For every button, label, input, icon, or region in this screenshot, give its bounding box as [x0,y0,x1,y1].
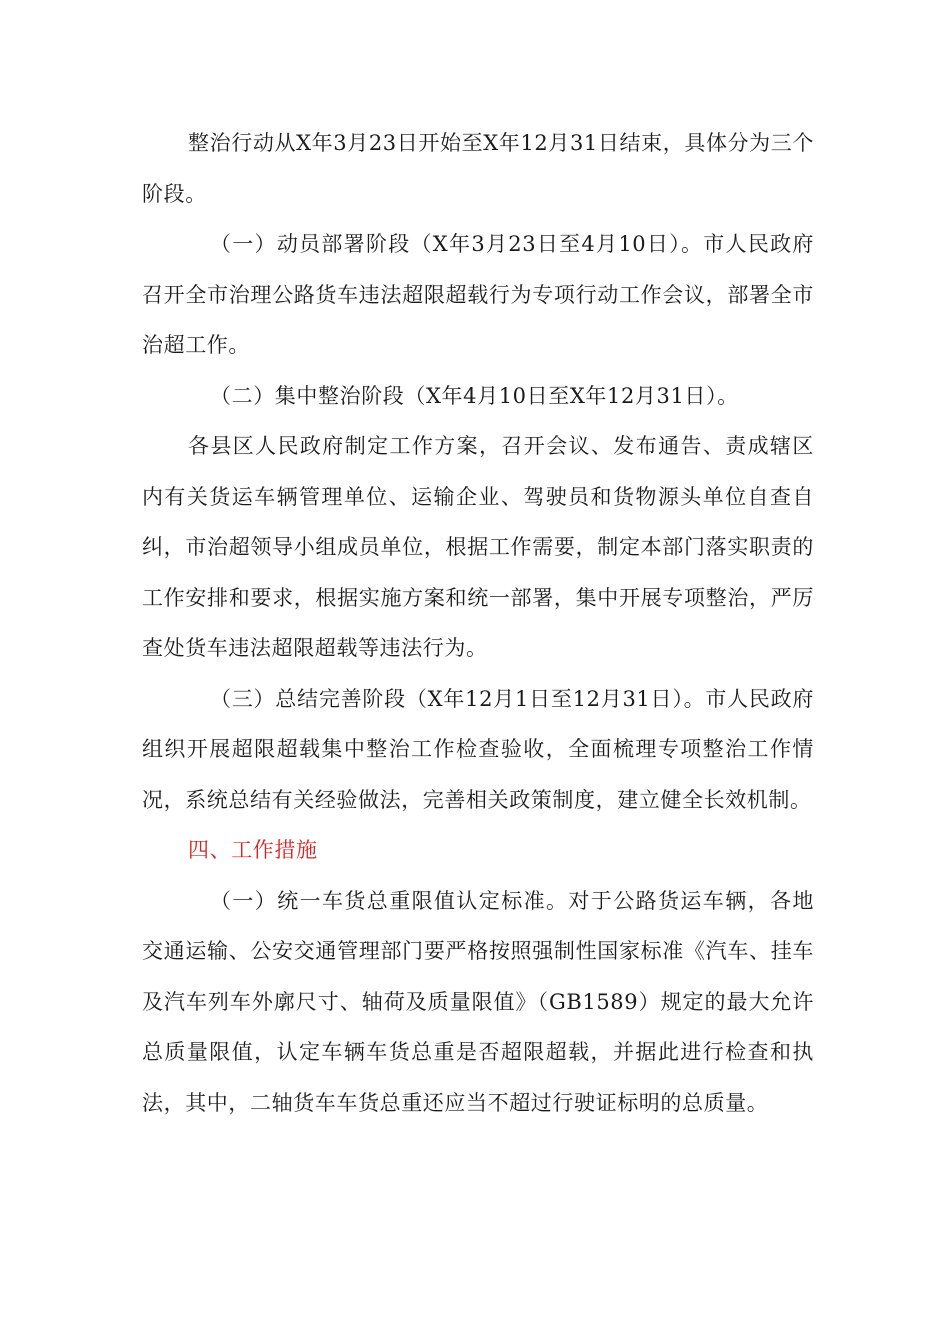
document-body [142,118,814,1128]
paragraph-phase-two-detail: 各县区人民政府制定工作方案，召开会议、发布通告、责成辖区内有关货运车辆管理单位、运输企业、驾驶员和货物源头单位自查自纠，市治超领导小组成员单位，根据工作需要，制定本部门落实职责的工作安排和要求，根据实施方案和统一部署，集中开展专项整治，严厉查处货车违法超限超载等违法行为。 [142,434,814,660]
paragraph-phase-one: （一）动员部署阶段（X年3月23日至4月10日）。市人民政府召开全市治理公路货车违法超限超载行为专项行动工作会议，部署全市治超工作。 [142,232,814,357]
paragraph-measure-one: （一）统一车货总重限值认定标准。对于公路货运车辆，各地交通运输、公安交通管理部门要严格按照强制性国家标准《汽车、挂车及汽车列车外廓尺寸、轴荷及质量限值》（GB1589）规定的最大允许总质量限值，认定车辆车货总重是否超限超载，并据此进行检查和执法，其中，二轴货车车货总重还应当不超过行驶证标明的总质量。 [142,888,814,1115]
section-heading: 四、工作措施 [188,838,318,862]
paragraph-phase-two: （二）集中整治阶段（X年4月10日至X年12月31日）。 [210,383,739,408]
paragraph-schedule-intro: 整治行动从X年3月23日开始至X年12月31日结束，具体分为三个阶段。 [142,131,814,206]
paragraph-phase-three: （三）总结完善阶段（X年12月1日至12月31日）。市人民政府组织开展超限超载集中整治工作检查验收，全面梳理专项整治工作情况，系统总结有关经验做法，完善相关政策制度，建立健全长效机制。 [142,686,814,812]
